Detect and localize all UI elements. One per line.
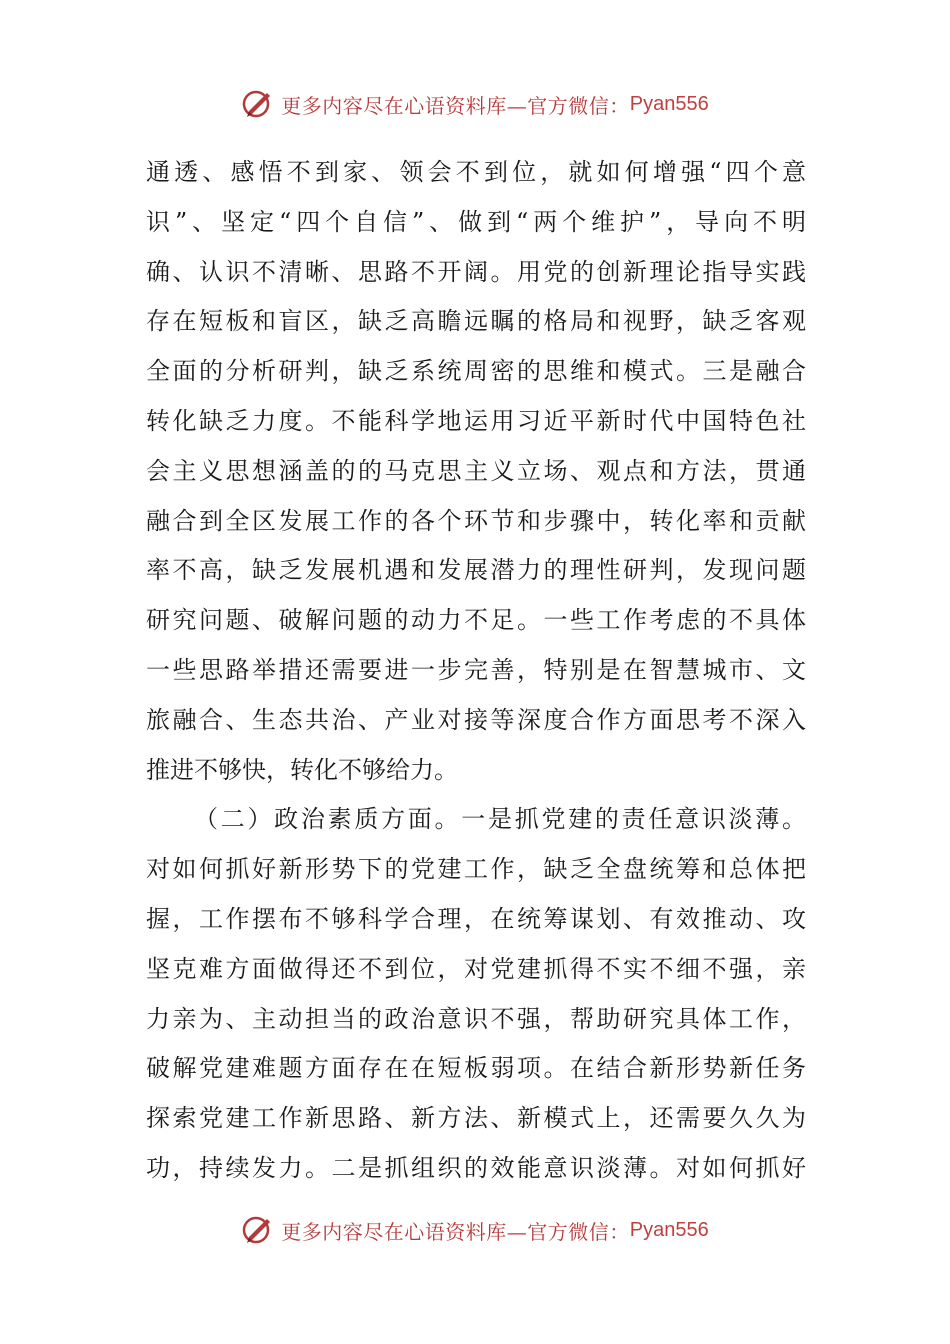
document-body	[146, 148, 806, 1194]
text-line: 坚克难方面做得还不到位，对党建抓得不实不细不强，亲	[146, 954, 806, 983]
text-line: 会主义思想涵盖的的马克思主义立场、观点和方法，贯通	[146, 456, 806, 485]
text-line: 确、认识不清晰、思路不开阔。用党的创新理论指导实践	[146, 257, 806, 286]
banner-wechat-id: Pyan556	[629, 1218, 709, 1241]
text-line: 握，工作摆布不够科学合理，在统筹谋划、有效推动、攻	[146, 904, 806, 933]
text-line: 率不高，缺乏发展机遇和发展潜力的理性研判，发现问题	[146, 556, 806, 585]
footer-banner	[0, 1212, 950, 1248]
text-line: 推进不够快，转化不够给力。	[146, 755, 458, 784]
text-line: 通透、感悟不到家、领会不到位，就如何增强“四个意	[146, 158, 806, 186]
text-line: 全面的分析研判，缺乏系统周密的思维和模式。三是融合	[146, 357, 806, 386]
text-line: 融合到全区发展工作的各个环节和步骤中，转化率和贡献	[146, 506, 806, 535]
text-line: 力亲为、主动担当的政治意识不强，帮助研究具体工作，	[146, 1004, 806, 1033]
section-heading-line: （二）政治素质方面。一是抓党建的责任意识淡薄。	[194, 805, 806, 834]
text-line: 一些思路举措还需要进一步完善，特别是在智慧城市、文	[146, 655, 806, 684]
text-line: 功，持续发力。二是抓组织的效能意识淡薄。对如何抓好	[146, 1153, 806, 1182]
banner-wechat-id: Pyan556	[629, 92, 709, 115]
header-banner	[0, 86, 950, 122]
text-line: 对如何抓好新形势下的党建工作，缺乏全盘统筹和总体把	[146, 855, 806, 884]
pen-seal-icon	[241, 87, 275, 121]
text-line: 探索党建工作新思路、新方法、新模式上，还需要久久为	[146, 1104, 806, 1133]
banner-text: 更多内容尽在心语资料库—官方微信：	[281, 1219, 630, 1244]
banner-text: 更多内容尽在心语资料库—官方微信：	[281, 93, 630, 118]
text-line: 破解党建难题方面存在在短板弱项。在结合新形势新任务	[146, 1054, 806, 1083]
text-line: 研究问题、破解问题的动力不足。一些工作考虑的不具体	[146, 606, 806, 635]
text-line: 转化缺乏力度。不能科学地运用习近平新时代中国特色社	[146, 406, 806, 435]
pen-seal-icon	[241, 1213, 275, 1247]
text-line: 识”、坚定“四个自信”、做到“两个维护”，导向不明	[146, 207, 806, 236]
text-line: 存在短板和盲区，缺乏高瞻远瞩的格局和视野，缺乏客观	[146, 307, 806, 336]
text-line: 旅融合、生态共治、产业对接等深度合作方面思考不深入	[146, 705, 806, 734]
